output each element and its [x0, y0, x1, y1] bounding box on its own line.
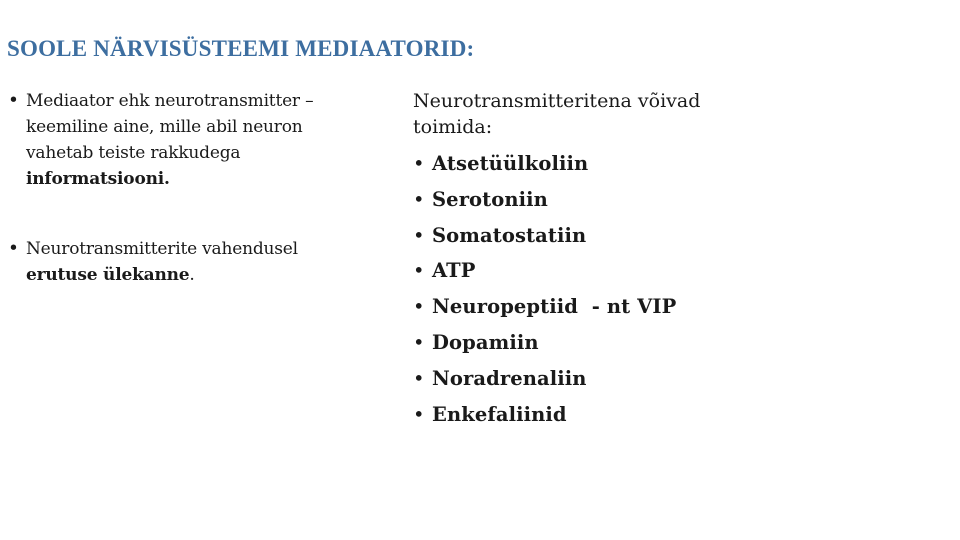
list-item [413, 289, 933, 325]
list-item [413, 325, 933, 361]
list-item-label: Neuropeptiid - nt VIP [432, 295, 677, 319]
list-item-label: Somatostatiin [432, 223, 587, 247]
list-item-label: Serotoniin [432, 187, 548, 211]
slide-title: SOOLE NÄRVISÜSTEEMI MEDIAATORID: [7, 36, 475, 61]
right-column [413, 88, 933, 432]
list-item-label: ATP [432, 259, 476, 283]
transmission-paragraph [8, 236, 403, 288]
list-item-label: Enkefaliinid [432, 402, 567, 426]
list-item-label: Noradrenaliin [432, 366, 587, 390]
left-column [8, 88, 403, 288]
list-item [413, 182, 933, 218]
bullet-icon: • [413, 259, 425, 283]
bullet-icon: • [413, 187, 425, 211]
transmission-line-1: Neurotransmitterite vahendusel [26, 239, 298, 259]
neurotransmitter-intro [413, 88, 933, 140]
list-item [413, 146, 933, 182]
definition-line-3: vahetab teiste rakkudega [26, 143, 241, 163]
definition-end-punct: . [164, 169, 170, 189]
list-item [413, 218, 933, 254]
bullet-icon: • [8, 90, 19, 111]
definition-bold-term: informatsiooni [26, 169, 165, 189]
neurotransmitter-list [413, 146, 933, 432]
definition-line-2: keemiline aine, mille abil neuron [26, 117, 303, 137]
transmission-bold-term: erutuse ülekanne [26, 265, 190, 285]
bullet-icon: • [413, 330, 425, 354]
bullet-icon: • [413, 295, 425, 319]
transmission-line-2 [26, 262, 403, 288]
list-item [413, 361, 933, 397]
transmission-end-punct: . [189, 265, 195, 285]
intro-line-1: Neurotransmitteritena võivad [413, 90, 701, 112]
bullet-icon: • [413, 402, 425, 426]
list-item-label: Dopamiin [432, 330, 539, 354]
definition-paragraph [8, 88, 403, 192]
bullet-icon: • [8, 238, 19, 259]
list-item [413, 253, 933, 289]
definition-line-1: Mediaator ehk neurotransmitter – [26, 91, 314, 111]
bullet-icon: • [413, 152, 425, 175]
bullet-icon: • [413, 366, 425, 390]
bullet-icon: • [413, 223, 425, 247]
intro-line-2: toimida: [413, 116, 493, 138]
definition-line-4 [26, 166, 403, 192]
list-item-label: Atsetüülkoliin [432, 152, 589, 175]
list-item [413, 397, 933, 433]
